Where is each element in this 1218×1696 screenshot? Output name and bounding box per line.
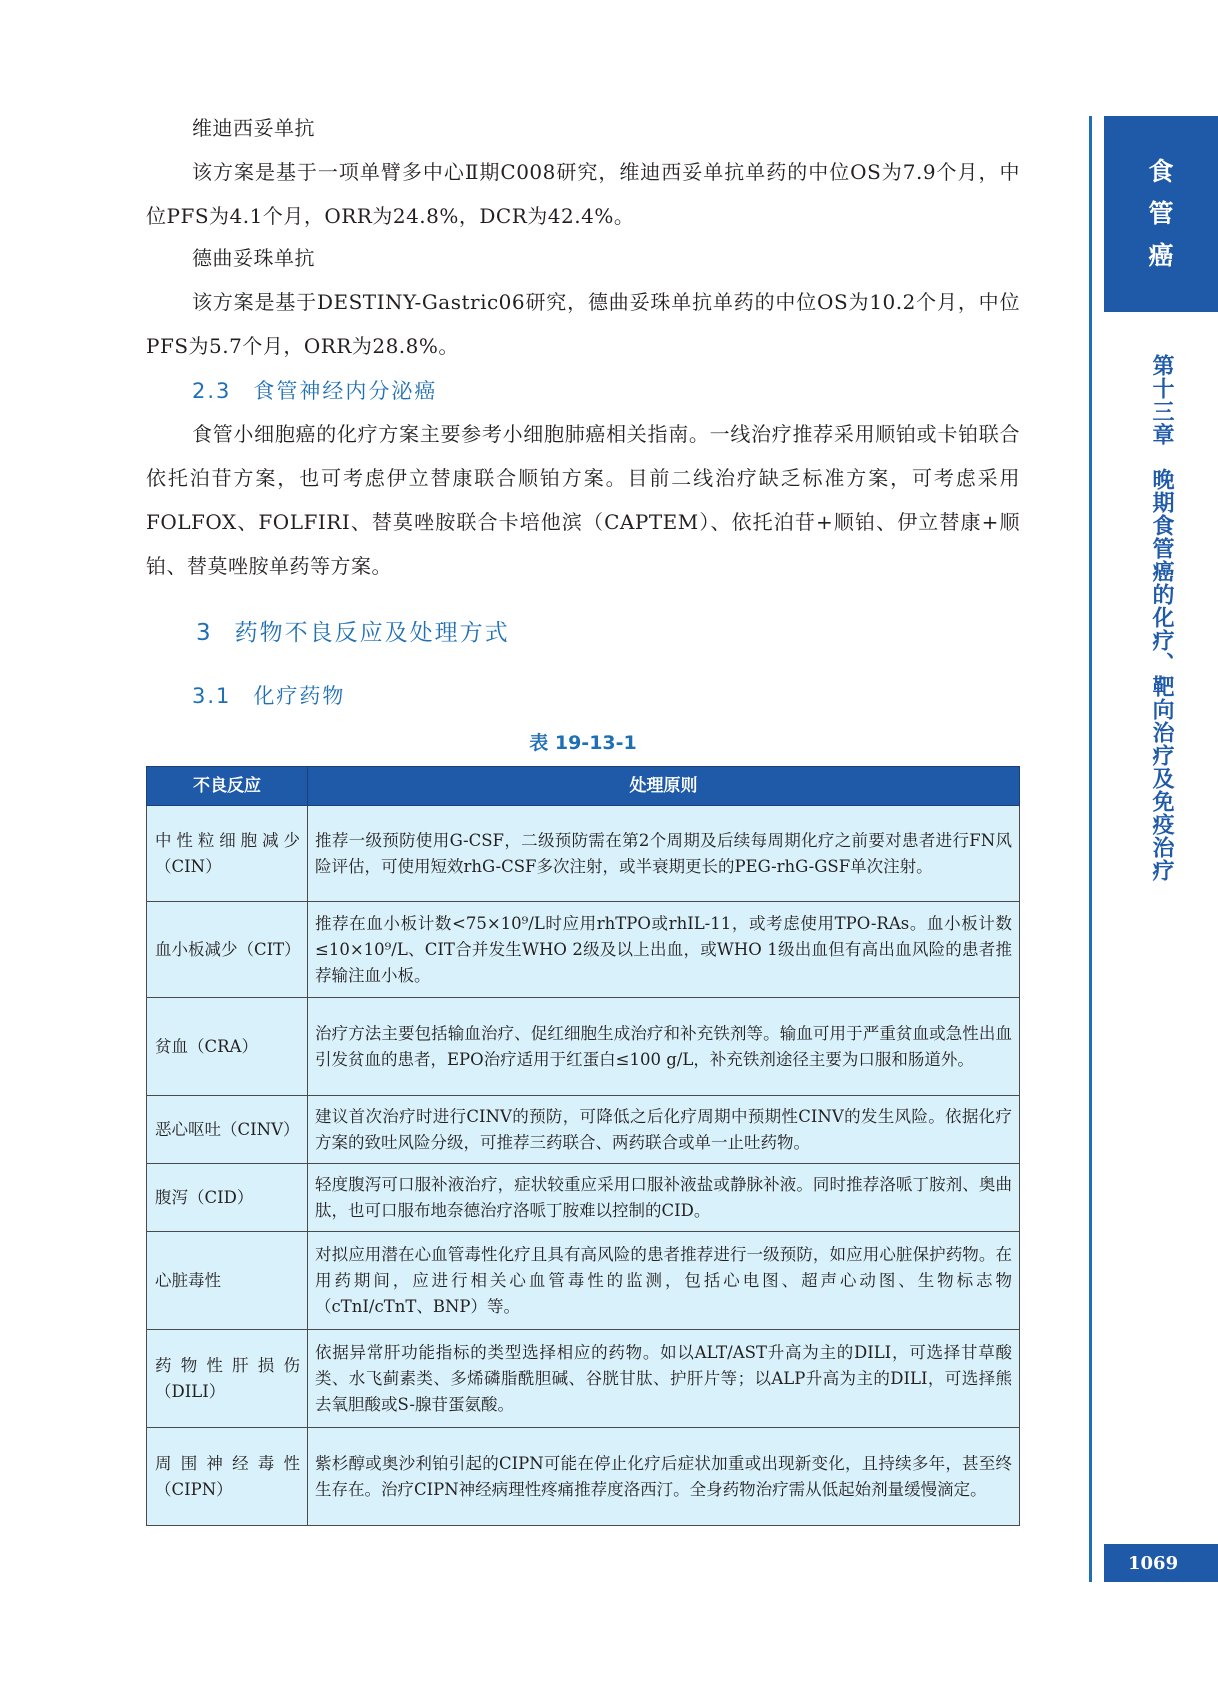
section-tab bbox=[1104, 116, 1218, 312]
margin-rule bbox=[1089, 116, 1092, 1582]
drug-paragraph-trastuzumab-deruxtecan: 该方案是基于DESTINY-Gastric06研究，德曲妥珠单抗单药的中位OS为10.2个月，中位PFS为5.7个月，ORR为28.8%。 bbox=[146, 290, 1020, 358]
table-row bbox=[147, 1428, 1020, 1526]
reaction-cell: 贫血（CRA） bbox=[147, 998, 308, 1096]
principle-cell: 建议首次治疗时进行CINV的预防，可降低之后化疗周期中预期性CINV的发生风险。依据化疗方案的致吐风险分级，可推荐三药联合、两药联合或单一止吐药物。 bbox=[308, 1096, 1020, 1164]
section-number: 3.1 bbox=[192, 684, 232, 708]
adverse-reaction-table bbox=[146, 766, 1020, 1526]
header-reaction: 不良反应 bbox=[147, 767, 308, 806]
table-caption: 表 19-13-1 bbox=[529, 732, 637, 754]
principle-cell: 紫杉醇或奥沙利铂引起的CIPN可能在停止化疗后症状加重或出现新变化，且持续多年，甚至终生存在。治疗CIPN神经病理性疼痛推荐度洛西汀。全身药物治疗需从低起始剂量缓慢滴定。 bbox=[308, 1428, 1020, 1526]
section-title: 药物不良反应及处理方式 bbox=[234, 620, 510, 646]
section-number: 3 bbox=[196, 620, 213, 646]
page-number: 1069 bbox=[1104, 1544, 1218, 1582]
chapter-running-title bbox=[1148, 354, 1178, 882]
drug-paragraph-disitamab: 该方案是基于一项单臂多中心Ⅱ期C008研究，维迪西妥单抗单药的中位OS为7.9个月，中位PFS为4.1个月，ORR为24.8%，DCR为42.4%。 bbox=[146, 160, 1020, 228]
reaction-cell: 心脏毒性 bbox=[147, 1232, 308, 1330]
principle-cell: 对拟应用潜在心血管毒性化疗且具有高风险的患者推荐进行一级预防，如应用心脏保护药物。在用药期间，应进行相关心血管毒性的监测，包括心电图、超声心动图、生物标志物（cTnI/cTnT、BNP）等。 bbox=[308, 1232, 1020, 1330]
chapter-label: 第十三章 bbox=[1149, 354, 1175, 446]
reaction-cell: 血小板减少（CIT） bbox=[147, 902, 308, 998]
table-row bbox=[147, 1164, 1020, 1232]
table-row bbox=[147, 998, 1020, 1096]
table-row bbox=[147, 1096, 1020, 1164]
reaction-cell: 腹泻（CID） bbox=[147, 1164, 308, 1232]
drug-name-trastuzumab-deruxtecan: 德曲妥珠单抗 bbox=[192, 246, 315, 270]
section-heading-3 bbox=[196, 614, 510, 647]
section-heading-2-3 bbox=[192, 375, 437, 405]
tab-char: 癌 bbox=[1148, 241, 1174, 270]
principle-cell: 轻度腹泻可口服补液治疗，症状较重应采用口服补液盐或静脉补液。同时推荐洛哌丁胺剂、奥曲肽，也可口服布地奈德治疗洛哌丁胺难以控制的CID。 bbox=[308, 1164, 1020, 1232]
table-row bbox=[147, 1232, 1020, 1330]
reaction-cell: 中性粒细胞减少（CIN） bbox=[147, 806, 308, 902]
table-row bbox=[147, 1330, 1020, 1428]
principle-cell: 推荐在血小板计数<75×10⁹/L时应用rhTPO或rhIL-11，或考虑使用TPO-RAs。血小板计数≤10×10⁹/L、CIT合并发生WHO 2级及以上出血，或WHO 1级出血但有高出血风险的患者推荐输注血小板。 bbox=[308, 902, 1020, 998]
principle-cell: 推荐一级预防使用G-CSF，二级预防需在第2个周期及后续每周期化疗之前要对患者进行FN风险评估，可使用短效rhG-CSF多次注射，或半衰期更长的PEG-rhG-GSF单次注射。 bbox=[308, 806, 1020, 902]
section-title: 化疗药物 bbox=[253, 684, 346, 708]
tab-char: 食 bbox=[1148, 157, 1174, 186]
chapter-title: 晚期食管癌的化疗、靶向治疗及免疫治疗 bbox=[1149, 468, 1175, 882]
section-heading-3-1 bbox=[192, 680, 345, 710]
drug-name-disitamab: 维迪西妥单抗 bbox=[192, 116, 315, 140]
principle-cell: 治疗方法主要包括输血治疗、促红细胞生成治疗和补充铁剂等。输血可用于严重贫血或急性出血引发贫血的患者，EPO治疗适用于红蛋白≤100 g/L，补充铁剂途径主要为口服和肠道外。 bbox=[308, 998, 1020, 1096]
table-row bbox=[147, 902, 1020, 998]
reaction-cell: 周围神经毒性（CIPN） bbox=[147, 1428, 308, 1526]
neuroendocrine-paragraph: 食管小细胞癌的化疗方案主要参考小细胞肺癌相关指南。一线治疗推荐采用顺铂或卡铂联合依托泊苷方案，也可考虑伊立替康联合顺铂方案。目前二线治疗缺乏标准方案，可考虑采用FOLFOX、FOLFIRI、替莫唑胺联合卡培他滨（CAPTEM）、依托泊苷+顺铂、伊立替康+顺铂、替莫唑胺单药等方案。 bbox=[146, 422, 1020, 578]
tab-char: 管 bbox=[1148, 199, 1174, 228]
section-title: 食管神经内分泌癌 bbox=[253, 379, 438, 403]
table-header-row bbox=[147, 767, 1020, 806]
reaction-cell: 恶心呕吐（CINV） bbox=[147, 1096, 308, 1164]
table-row bbox=[147, 806, 1020, 902]
principle-cell: 依据异常肝功能指标的类型选择相应的药物。如以ALT/AST升高为主的DILI，可选择甘草酸类、水飞蓟素类、多烯磷脂酰胆碱、谷胱甘肽、护肝片等；以ALP升高为主的DILI，可选择熊去氧胆酸或S-腺苷蛋氨酸。 bbox=[308, 1330, 1020, 1428]
reaction-cell: 药物性肝损伤（DILI） bbox=[147, 1330, 308, 1428]
header-principle: 处理原则 bbox=[308, 767, 1020, 806]
section-number: 2.3 bbox=[192, 379, 232, 403]
